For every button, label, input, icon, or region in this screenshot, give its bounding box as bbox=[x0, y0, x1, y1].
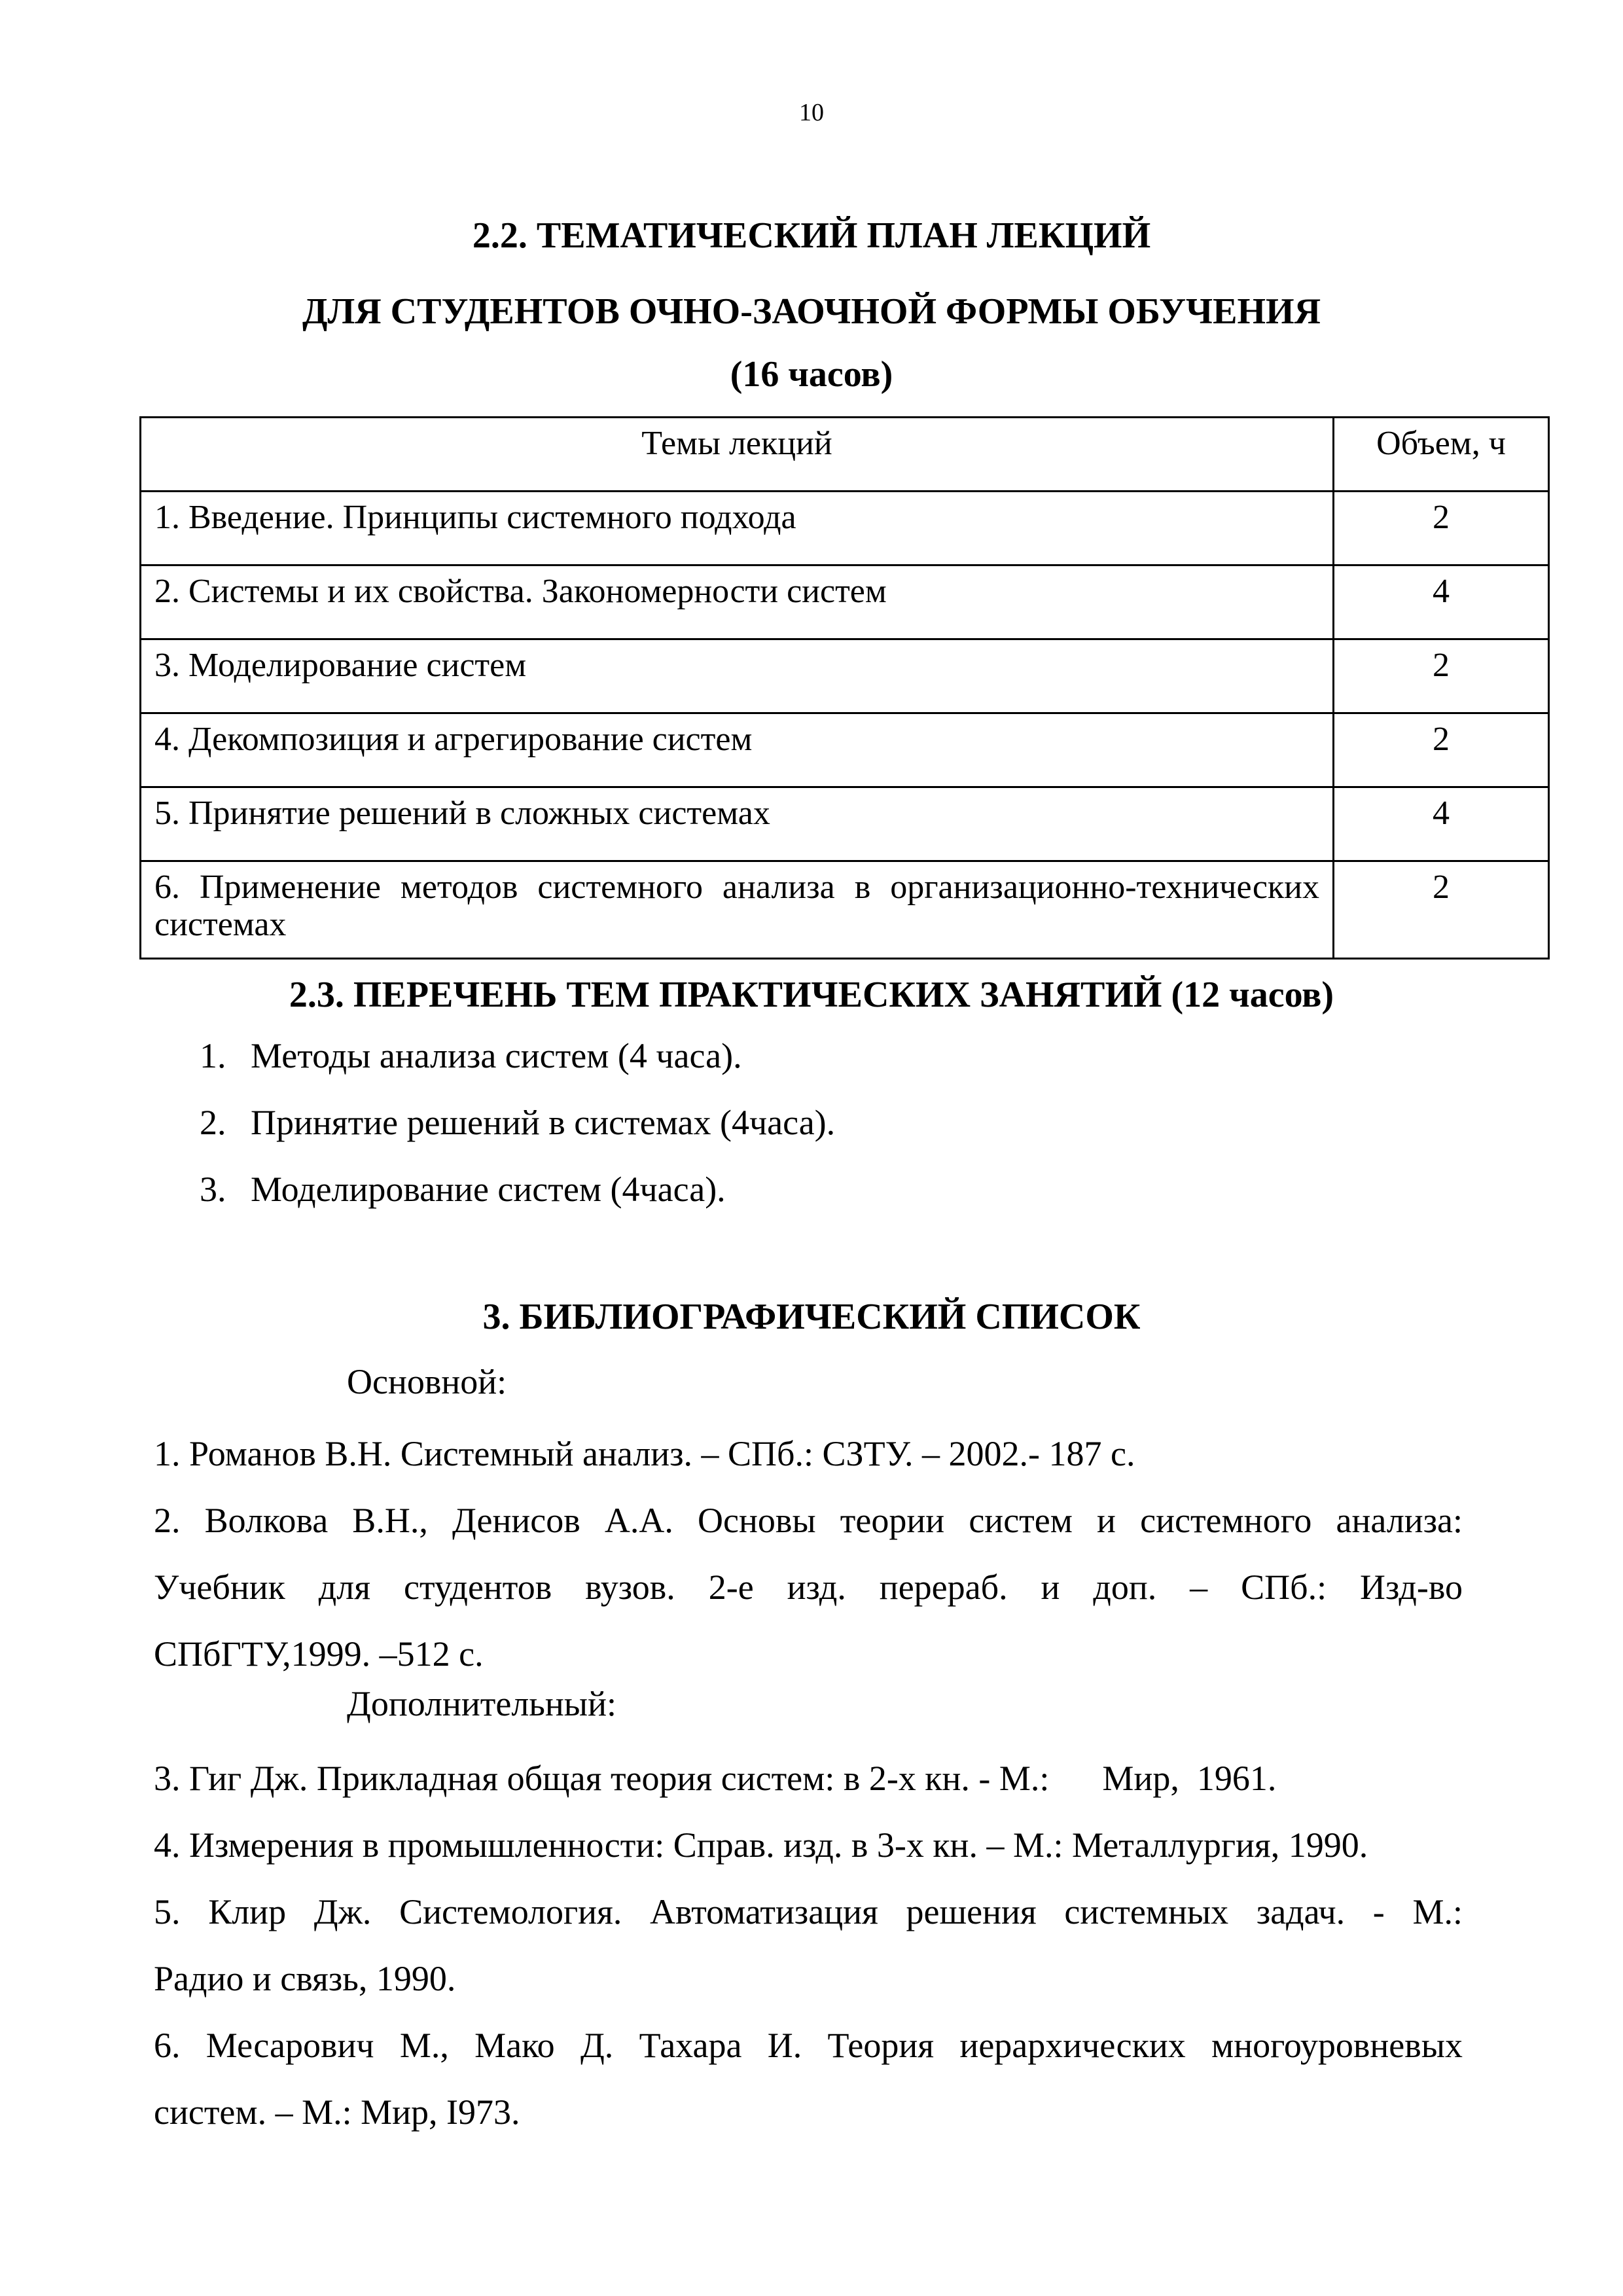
list-item bbox=[200, 1169, 726, 1210]
lecture-topic: 1. Введение. Принципы системного подхода bbox=[141, 492, 1334, 565]
lecture-plan-title: 2.2. ТЕМАТИЧЕСКИЙ ПЛАН ЛЕКЦИЙ bbox=[472, 215, 1151, 256]
list-item-text: Моделирование систем (4часа). bbox=[251, 1170, 726, 1209]
lecture-hours: 2 bbox=[1334, 492, 1549, 565]
table-row bbox=[141, 787, 1549, 861]
header-topics: Темы лекций bbox=[141, 418, 1334, 492]
page-number: 10 bbox=[799, 99, 824, 126]
bibliography-entry bbox=[154, 1812, 1463, 1878]
entry-line: 2. Волкова В.Н., Денисов А.А. Основы теории систем и системного анализа: bbox=[154, 1501, 1463, 1540]
lecture-hours: 2 bbox=[1334, 713, 1549, 787]
entry-line: 6. Месарович М., Мако Д. Тахара И. Теория иерархических многоуровневых bbox=[154, 2026, 1463, 2065]
entry-line: 4. Измерения в промышленности: Справ. изд. в 3-х кн. – М.: Металлургия, 1990. bbox=[154, 1825, 1368, 1865]
lecture-topic: 4. Декомпозиция и агрегирование систем bbox=[141, 713, 1334, 787]
list-item bbox=[200, 1102, 835, 1143]
table-row bbox=[141, 713, 1549, 787]
table-row bbox=[141, 639, 1549, 713]
lecture-hours: 4 bbox=[1334, 565, 1549, 639]
entry-line: Радио и связь, 1990. bbox=[154, 1959, 456, 1998]
table-row bbox=[141, 565, 1549, 639]
table-row bbox=[141, 861, 1549, 959]
bibliography-title: 3. БИБЛИОГРАФИЧЕСКИЙ СПИСОК bbox=[482, 1297, 1141, 1337]
lecture-hours: 4 bbox=[1334, 787, 1549, 861]
lecture-topic: 3. Моделирование систем bbox=[141, 639, 1334, 713]
bibliography-entry bbox=[154, 1745, 1463, 1812]
lecture-plan-table bbox=[139, 416, 1550, 960]
additional-sources-label: Дополнительный: bbox=[347, 1684, 616, 1723]
entry-line: 1. Романов В.Н. Системный анализ. – СПб.: СЗТУ. – 2002.- 187 с. bbox=[154, 1434, 1135, 1473]
lecture-plan-subtitle: ДЛЯ СТУДЕНТОВ ОЧНО-ЗАОЧНОЙ ФОРМЫ ОБУЧЕНИЯ bbox=[302, 291, 1321, 332]
lecture-topic: 5. Принятие решений в сложных системах bbox=[141, 787, 1334, 861]
list-item-text: Методы анализа систем (4 часа). bbox=[251, 1036, 742, 1075]
main-sources-label: Основной: bbox=[347, 1362, 507, 1401]
lecture-hours: 2 bbox=[1334, 639, 1549, 713]
list-item-number: 3. bbox=[200, 1170, 226, 1209]
lecture-topic: 2. Системы и их свойства. Закономерности систем bbox=[141, 565, 1334, 639]
list-item-text: Принятие решений в системах (4часа). bbox=[251, 1103, 836, 1142]
entry-line: систем. – М.: Мир, I973. bbox=[154, 2092, 520, 2132]
entry-line: Учебник для студентов вузов. 2-е изд. перераб. и доп. – СПб.: Изд-во bbox=[154, 1568, 1463, 1607]
list-item-number: 2. bbox=[200, 1103, 226, 1142]
lecture-plan-hours: (16 часов) bbox=[730, 354, 893, 395]
bibliography-entry bbox=[154, 1878, 1463, 2012]
lecture-hours: 2 bbox=[1334, 861, 1549, 959]
list-item bbox=[200, 1035, 742, 1076]
bibliography-entry bbox=[154, 1487, 1463, 1687]
bibliography-entry bbox=[154, 1420, 1463, 1487]
lecture-topic: 6. Применение методов системного анализа в организационно-технических системах bbox=[141, 861, 1334, 959]
practice-title: 2.3. ПЕРЕЧЕНЬ ТЕМ ПРАКТИЧЕСКИХ ЗАНЯТИЙ (12 часов) bbox=[289, 975, 1334, 1015]
entry-line: 5. Клир Дж. Системология. Автоматизация решения системных задач. - М.: bbox=[154, 1892, 1463, 1931]
entry-line: 3. Гиг Дж. Прикладная общая теория систем: в 2-х кн. - М.: Мир, 1961. bbox=[154, 1759, 1277, 1798]
table-row bbox=[141, 492, 1549, 565]
bibliography-entry bbox=[154, 2012, 1463, 2145]
header-volume: Объем, ч bbox=[1334, 418, 1549, 492]
entry-line: СПбГТУ,1999. –512 с. bbox=[154, 1634, 484, 1674]
list-item-number: 1. bbox=[200, 1036, 226, 1075]
table-header-row bbox=[141, 418, 1549, 492]
